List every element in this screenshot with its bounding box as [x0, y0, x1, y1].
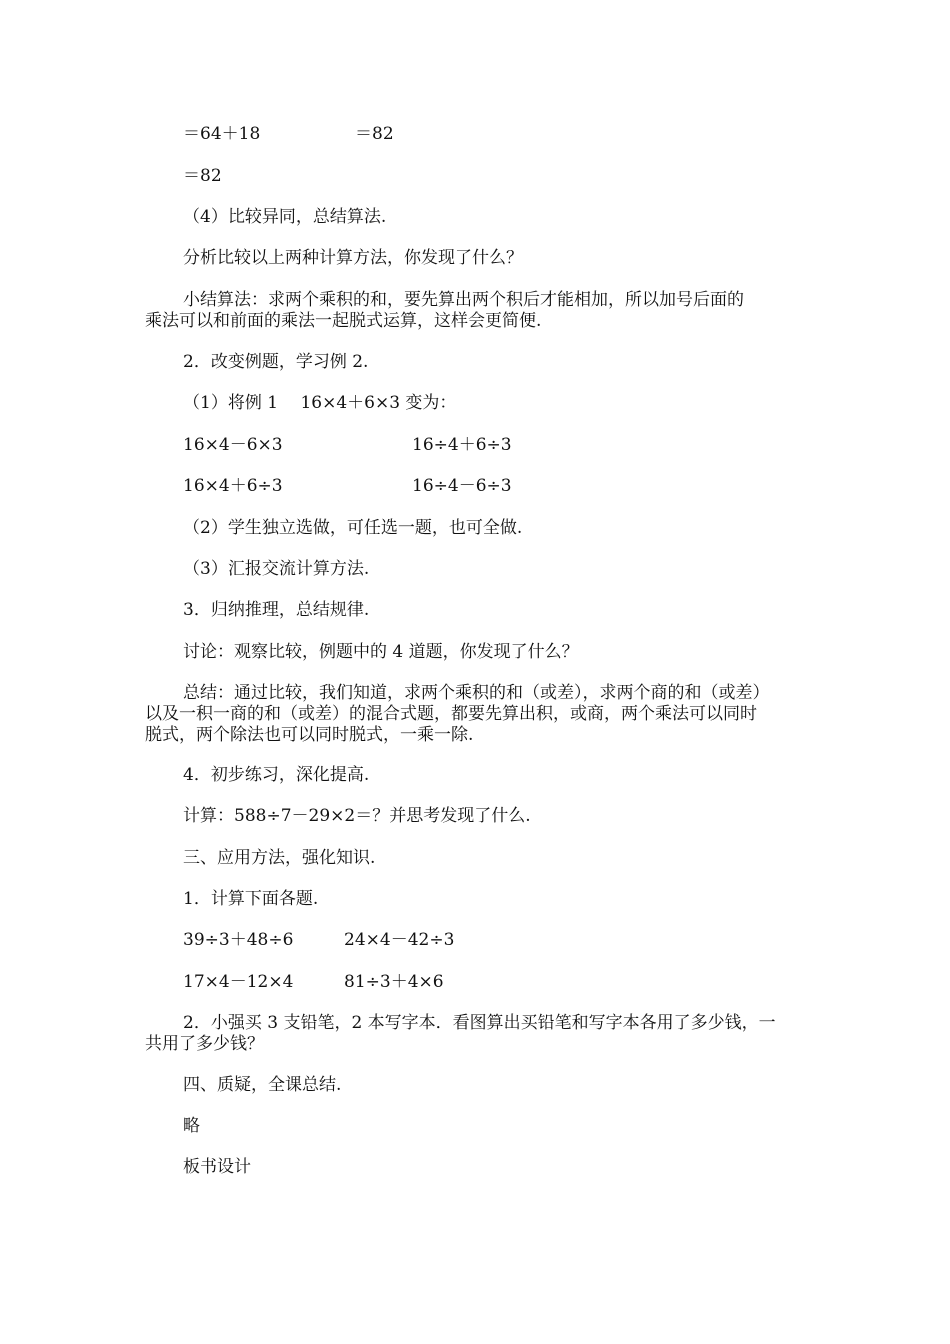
step-heading: （1）将例 1 16×4＋6×3 变为： [183, 393, 457, 413]
equation-line: ＝82 [355, 124, 394, 144]
equation-line: ＝82 [183, 166, 222, 186]
expression: 16×4＋6÷3 [183, 476, 283, 496]
step-heading: 1．计算下面各题. [183, 889, 319, 909]
expression: 17×4－12×4 [183, 972, 294, 992]
expression: 16÷4＋6÷3 [412, 435, 512, 455]
paragraph-line: 以及一积一商的和（或差）的混合式题，都要先算出积，或商，两个乘法可以同时 [145, 704, 757, 724]
section-heading: 4．初步练习，深化提高. [183, 765, 370, 785]
paragraph-line: 共用了多少钱？ [145, 1034, 264, 1054]
step-heading: （4）比较异同，总结算法. [183, 207, 387, 227]
exercise-paragraph [145, 1013, 810, 1055]
paragraph-line: 脱式，两个除法也可以同时脱式，一乘一除. [145, 725, 474, 745]
paragraph: 略 [183, 1116, 200, 1136]
paragraph: 分析比较以上两种计算方法，你发现了什么？ [183, 248, 523, 268]
paragraph-line: 小结算法：求两个乘积的和，要先算出两个积后才能相加，所以加号后面的 [183, 290, 744, 310]
section-heading: 四、质疑，全课总结. [183, 1075, 342, 1095]
paragraph: 计算：588÷7－29×2＝？并思考发现了什么. [183, 806, 531, 826]
equation-line: ＝64＋18 [183, 124, 261, 144]
summary-paragraph [145, 290, 810, 332]
expression: 16×4－6×3 [183, 435, 283, 455]
expression: 16÷4－6÷3 [412, 476, 512, 496]
paragraph: 讨论：观察比较，例题中的 4 道题，你发现了什么？ [183, 642, 579, 662]
step-heading: （3）汇报交流计算方法. [183, 559, 370, 579]
paragraph-line: 总结：通过比较，我们知道，求两个乘积的和（或差），求两个商的和（或差） [183, 683, 770, 703]
step-heading: （2）学生独立选做，可任选一题，也可全做. [183, 518, 523, 538]
section-heading: 2．改变例题，学习例 2. [183, 352, 369, 372]
paragraph-line: 2．小强买 3 支铅笔，2 本写字本．看图算出买铅笔和写字本各用了多少钱，一 [183, 1013, 776, 1033]
section-heading: 3．归纳推理，总结规律. [183, 600, 370, 620]
expression: 24×4－42÷3 [344, 930, 455, 950]
paragraph-line: 乘法可以和前面的乘法一起脱式运算，这样会更简便. [145, 311, 542, 331]
section-heading: 板书设计 [183, 1157, 251, 1177]
expression: 81÷3＋4×6 [344, 972, 444, 992]
section-heading: 三、应用方法，强化知识. [183, 848, 376, 868]
summary-paragraph [145, 683, 810, 746]
expression: 39÷3＋48÷6 [183, 930, 294, 950]
